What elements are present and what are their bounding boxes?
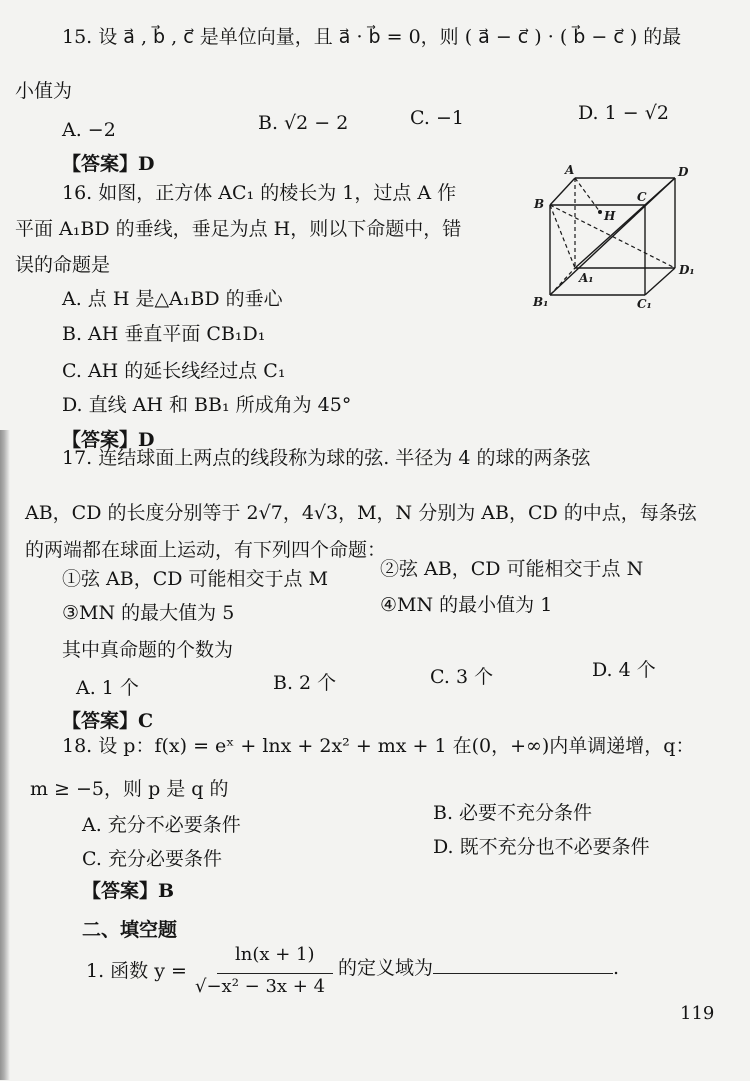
- label-c1: C₁: [637, 297, 652, 310]
- perpendicular-ah: [575, 178, 600, 212]
- fill1-numerator: ln(x + 1): [235, 944, 315, 965]
- q17-option-b: B. 2 个: [273, 672, 337, 694]
- label-c: C: [637, 190, 647, 204]
- page-number: 119: [680, 1003, 715, 1024]
- fill1-fraction: [195, 944, 345, 1004]
- label-b1: B₁: [533, 295, 549, 309]
- cube-edge: [645, 268, 675, 295]
- label-a: A: [565, 163, 575, 177]
- q18-option-a: A. 充分不必要条件: [82, 814, 241, 836]
- q15-option-b: B. √2 − 2: [258, 112, 349, 134]
- q17-prop-2: ②弦 AB，CD 可能相交于点 N: [380, 558, 644, 580]
- q17-prop-4: ④MN 的最小值为 1: [380, 594, 553, 616]
- q17-stem-line1: 17. 连结球面上两点的线段称为球的弦. 半径为 4 的球的两条弦: [62, 447, 591, 469]
- q17-option-c: C. 3 个: [430, 666, 494, 688]
- q17-stem-line2: AB，CD 的长度分别等于 2√7，4√3，M，N 分别为 AB，CD 的中点，每条弦: [25, 502, 697, 524]
- label-d1: D₁: [679, 263, 695, 277]
- cube-figure: [525, 160, 705, 310]
- q15-option-d: D. 1 − √2: [578, 102, 669, 124]
- label-h: H: [604, 209, 616, 223]
- cube-hidden-edge: [550, 205, 575, 268]
- q16-option-b: B. AH 垂直平面 CB₁D₁: [62, 323, 266, 345]
- q15-stem-line2: 小值为: [15, 80, 73, 102]
- label-d: D: [678, 165, 689, 179]
- q17-answer: 【答案】C: [62, 710, 154, 732]
- fill1-answer-blank: [433, 955, 613, 974]
- q16-option-c: C. AH 的延长线经过点 C₁: [62, 360, 286, 382]
- fill1-prefix: 1. 函数 y =: [86, 960, 187, 982]
- q15-option-a: A. −2: [62, 119, 116, 141]
- fill1-suffix-row: 的定义域为 .: [338, 957, 620, 979]
- q18-stem-line1: 18. 设 p：f(x) = eˣ + lnx + 2x² + mx + 1 在(0，+∞)内单调递增，q：: [62, 735, 695, 757]
- q17-prop-1: ①弦 AB，CD 可能相交于点 M: [62, 568, 329, 590]
- q15-option-c: C. −1: [410, 107, 464, 129]
- fraction-bar: [217, 973, 333, 974]
- q18-option-b: B. 必要不充分条件: [433, 802, 593, 824]
- q16-stem-line3: 误的命题是: [15, 254, 111, 276]
- q16-stem-line2: 平面 A₁BD 的垂线，垂足为点 H，则以下命题中，错: [15, 218, 462, 240]
- binding-shadow: [0, 430, 10, 1080]
- q18-stem-line2: m ≥ −5，则 p 是 q 的: [30, 778, 229, 800]
- point-h: [598, 210, 602, 214]
- label-b: B: [534, 197, 545, 211]
- q17-prop-3: ③MN 的最大值为 5: [62, 602, 235, 624]
- q15-answer: 【答案】D: [62, 153, 155, 175]
- q17-option-a: A. 1 个: [76, 677, 139, 699]
- q17-stem-line3: 的两端都在球面上运动，有下列四个命题：: [25, 539, 387, 561]
- q16-option-d: D. 直线 AH 和 BB₁ 所成角为 45°: [62, 394, 352, 416]
- cube-diagonal: [550, 178, 675, 295]
- label-a1: A₁: [579, 271, 594, 285]
- q17-option-d: D. 4 个: [592, 659, 656, 681]
- section-title: 二、填空题: [82, 919, 178, 941]
- q17-question: 其中真命题的个数为: [62, 639, 234, 661]
- q16-answer: 【答案】D: [62, 429, 155, 451]
- q15-stem-line1: 15. 设 a⃗ , b⃗ , c⃗ 是单位向量，且 a⃗ · b⃗ = 0，则 ( a⃗ − c⃗ ) · ( b⃗ − c⃗ ) 的最: [62, 26, 682, 48]
- q18-answer: 【答案】B: [82, 880, 175, 902]
- cube-edge: [550, 178, 575, 205]
- q18-option-d: D. 既不充分也不必要条件: [433, 836, 650, 858]
- q18-option-c: C. 充分必要条件: [82, 848, 222, 870]
- fill1-denominator: √−x² − 3x + 4: [195, 976, 326, 997]
- q16-stem-line1: 16. 如图，正方体 AC₁ 的棱长为 1，过点 A 作: [62, 182, 457, 204]
- q16-option-a: A. 点 H 是△A₁BD 的垂心: [62, 288, 283, 310]
- fill1-suffix: 的定义域为: [338, 957, 434, 979]
